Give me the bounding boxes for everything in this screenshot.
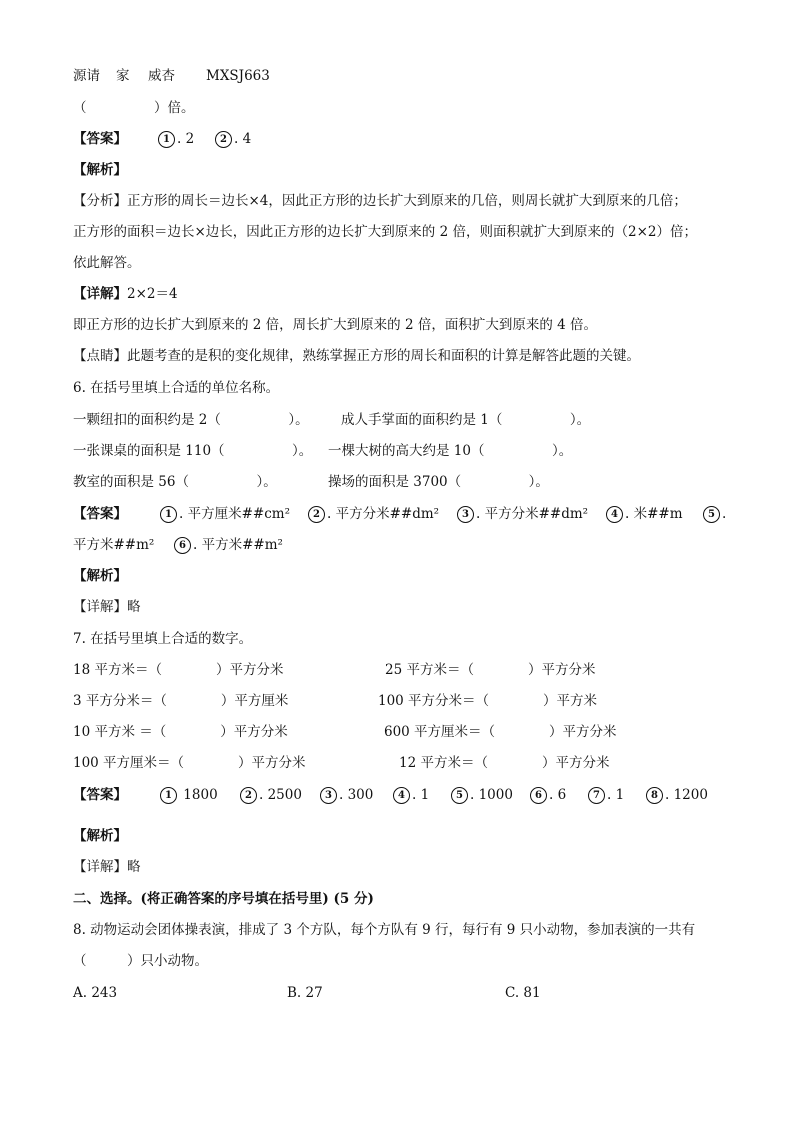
- q5-detail-2: 即正方形的边长扩大到原来的 2 倍，周长扩大到原来的 2 倍，面积扩大到原来的 4 倍。: [73, 317, 598, 333]
- answer-text: . 平方分米##dm²: [327, 506, 440, 522]
- q7-answer-7: [588, 785, 624, 805]
- answer-text: . 6: [549, 787, 567, 803]
- answer-text: . 2500: [259, 787, 302, 803]
- q7-row-4-left: 100 平方厘米＝（ ）平方分米: [73, 755, 306, 771]
- q8-option-c: C. 81: [505, 985, 541, 1001]
- answer-text: . 1: [607, 787, 625, 803]
- q8-option-a: A. 243: [73, 985, 118, 1001]
- circled-number: 1: [160, 506, 177, 523]
- q8-option-b: B. 27: [287, 985, 323, 1001]
- q5-answer-2: [215, 129, 251, 149]
- q7-row-1-right: 25 平方米＝（ ）平方分米: [385, 662, 596, 678]
- q7-answer-3: [320, 785, 373, 805]
- q8-line-2: （ ）只小动物。: [73, 953, 208, 969]
- q6-answer-6: [174, 535, 283, 555]
- detail-text: 2×2＝4: [127, 286, 178, 302]
- circled-number: 1: [158, 131, 175, 148]
- q7-title: 7. 在括号里填上合适的数字。: [73, 631, 253, 647]
- circled-number: 2: [308, 506, 325, 523]
- q8-line-1: 8. 动物运动会团体操表演，排成了 3 个方队，每个方队有 9 行，每行有 9 只小动物，参加表演的一共有: [73, 922, 696, 938]
- circled-number: 2: [240, 787, 257, 804]
- q7-answer-label: 【答案】: [73, 787, 127, 803]
- circled-number: 1: [160, 787, 177, 804]
- q5-dianjing: 【点睛】此题考查的是积的变化规律，熟练掌握正方形的周长和面积的计算是解答此题的关键。: [73, 348, 640, 364]
- q7-row-3-right: 600 平方厘米＝（ ）平方分米: [384, 724, 617, 740]
- circled-number: 4: [606, 506, 623, 523]
- q5-answer-row: [73, 129, 127, 149]
- answer-text: . 1000: [470, 787, 513, 803]
- q6-row-3-left: 教室的面积是 56（ ）。: [73, 474, 277, 490]
- circled-number: 5: [451, 787, 468, 804]
- q7-answer-1: [160, 785, 218, 805]
- q6-detail: 【详解】略: [73, 599, 141, 615]
- q7-row-2-right: 100 平方分米＝（ ）平方米: [378, 693, 598, 709]
- answer-text: . 平方分米##dm²: [476, 506, 589, 522]
- q5-detail-row: [73, 284, 178, 304]
- q7-row-4-right: 12 平方米＝（ ）平方分米: [399, 755, 610, 771]
- q6-answer-label: 【答案】: [73, 506, 127, 522]
- answer-text: .: [722, 506, 727, 522]
- answer-text: . 平方厘米##cm²: [179, 506, 290, 522]
- answer-text: . 1: [412, 787, 430, 803]
- detail-label: 【详解】: [73, 286, 127, 302]
- q6-row-1-right: 成人手掌面的面积约是 1（ ）。: [341, 412, 591, 428]
- header-code: MXSJ663: [206, 68, 270, 84]
- q7-answer-2: [240, 785, 302, 805]
- circled-number: 4: [393, 787, 410, 804]
- answer-label: 【答案】: [73, 131, 127, 147]
- circled-number: 6: [530, 787, 547, 804]
- answer-text: . 2: [177, 131, 195, 147]
- header-word-3: 威杏: [148, 68, 175, 84]
- q6-row-3-right: 操场的面积是 3700（ ）。: [328, 474, 549, 490]
- section-2-title: 二、选择。(将正确答案的序号填在括号里) (5 分): [73, 891, 374, 907]
- q7-answer-6: [530, 785, 566, 805]
- q6-row-2-right: 一棵大树的高大约是 10（ ）。: [328, 443, 573, 459]
- circled-number: 7: [588, 787, 605, 804]
- q5-answer-1: [158, 129, 194, 149]
- q7-answer-5: [451, 785, 513, 805]
- q6-answer-5: [703, 504, 726, 524]
- q5-analysis-1: 【分析】正方形的周长＝边长×4，因此正方形的边长扩大到原来的几倍，则周长就扩大到原来的几倍；: [73, 193, 687, 209]
- circled-number: 6: [174, 537, 191, 554]
- header-word-2: 家: [116, 68, 130, 84]
- q7-detail: 【详解】略: [73, 859, 141, 875]
- q7-row-2-left: 3 平方分米＝（ ）平方厘米: [73, 693, 289, 709]
- q6-row-1-left: 一颗纽扣的面积约是 2（ ）。: [73, 412, 309, 428]
- q5-analysis-3: 依此解答。: [73, 255, 141, 271]
- q7-row-3-left: 10 平方米 ＝（ ）平方分米: [73, 724, 288, 740]
- q7-answer-8: [646, 785, 708, 805]
- q6-answer-2: [308, 504, 439, 524]
- q6-row-2-left: 一张课桌的面积是 110（ ）。: [73, 443, 313, 459]
- q5-analysis-2: 正方形的面积＝边长×边长，因此正方形的边长扩大到原来的 2 倍，则面积就扩大到原来的（2×2）倍；: [73, 224, 697, 240]
- q6-answer-1: [160, 504, 290, 524]
- q5-tail: （ ）倍。: [73, 100, 195, 116]
- answer-text: . 4: [234, 131, 252, 147]
- header-word-1: 源请: [73, 68, 100, 84]
- answer-text: . 1200: [665, 787, 708, 803]
- answer-text: . 平方米##m²: [193, 537, 283, 553]
- q7-row-1-left: 18 平方米＝（ ）平方分米: [73, 662, 284, 678]
- q7-jiexi-label: 【解析】: [73, 828, 127, 844]
- circled-number: 2: [215, 131, 232, 148]
- circled-number: 3: [457, 506, 474, 523]
- answer-text: . 300: [339, 787, 374, 803]
- circled-number: 5: [703, 506, 720, 523]
- q6-jiexi-label: 【解析】: [73, 568, 127, 584]
- q6-answer-5-text: 平方米##m²: [73, 537, 155, 553]
- q7-answer-4: [393, 785, 429, 805]
- q5-jiexi-label: 【解析】: [73, 162, 127, 178]
- q6-answer-3: [457, 504, 588, 524]
- q6-answer-4: [606, 504, 683, 524]
- answer-text: 1800: [183, 787, 218, 803]
- circled-number: 3: [320, 787, 337, 804]
- q6-title: 6. 在括号里填上合适的单位名称。: [73, 380, 280, 396]
- answer-text: . 米##m: [625, 506, 683, 522]
- circled-number: 8: [646, 787, 663, 804]
